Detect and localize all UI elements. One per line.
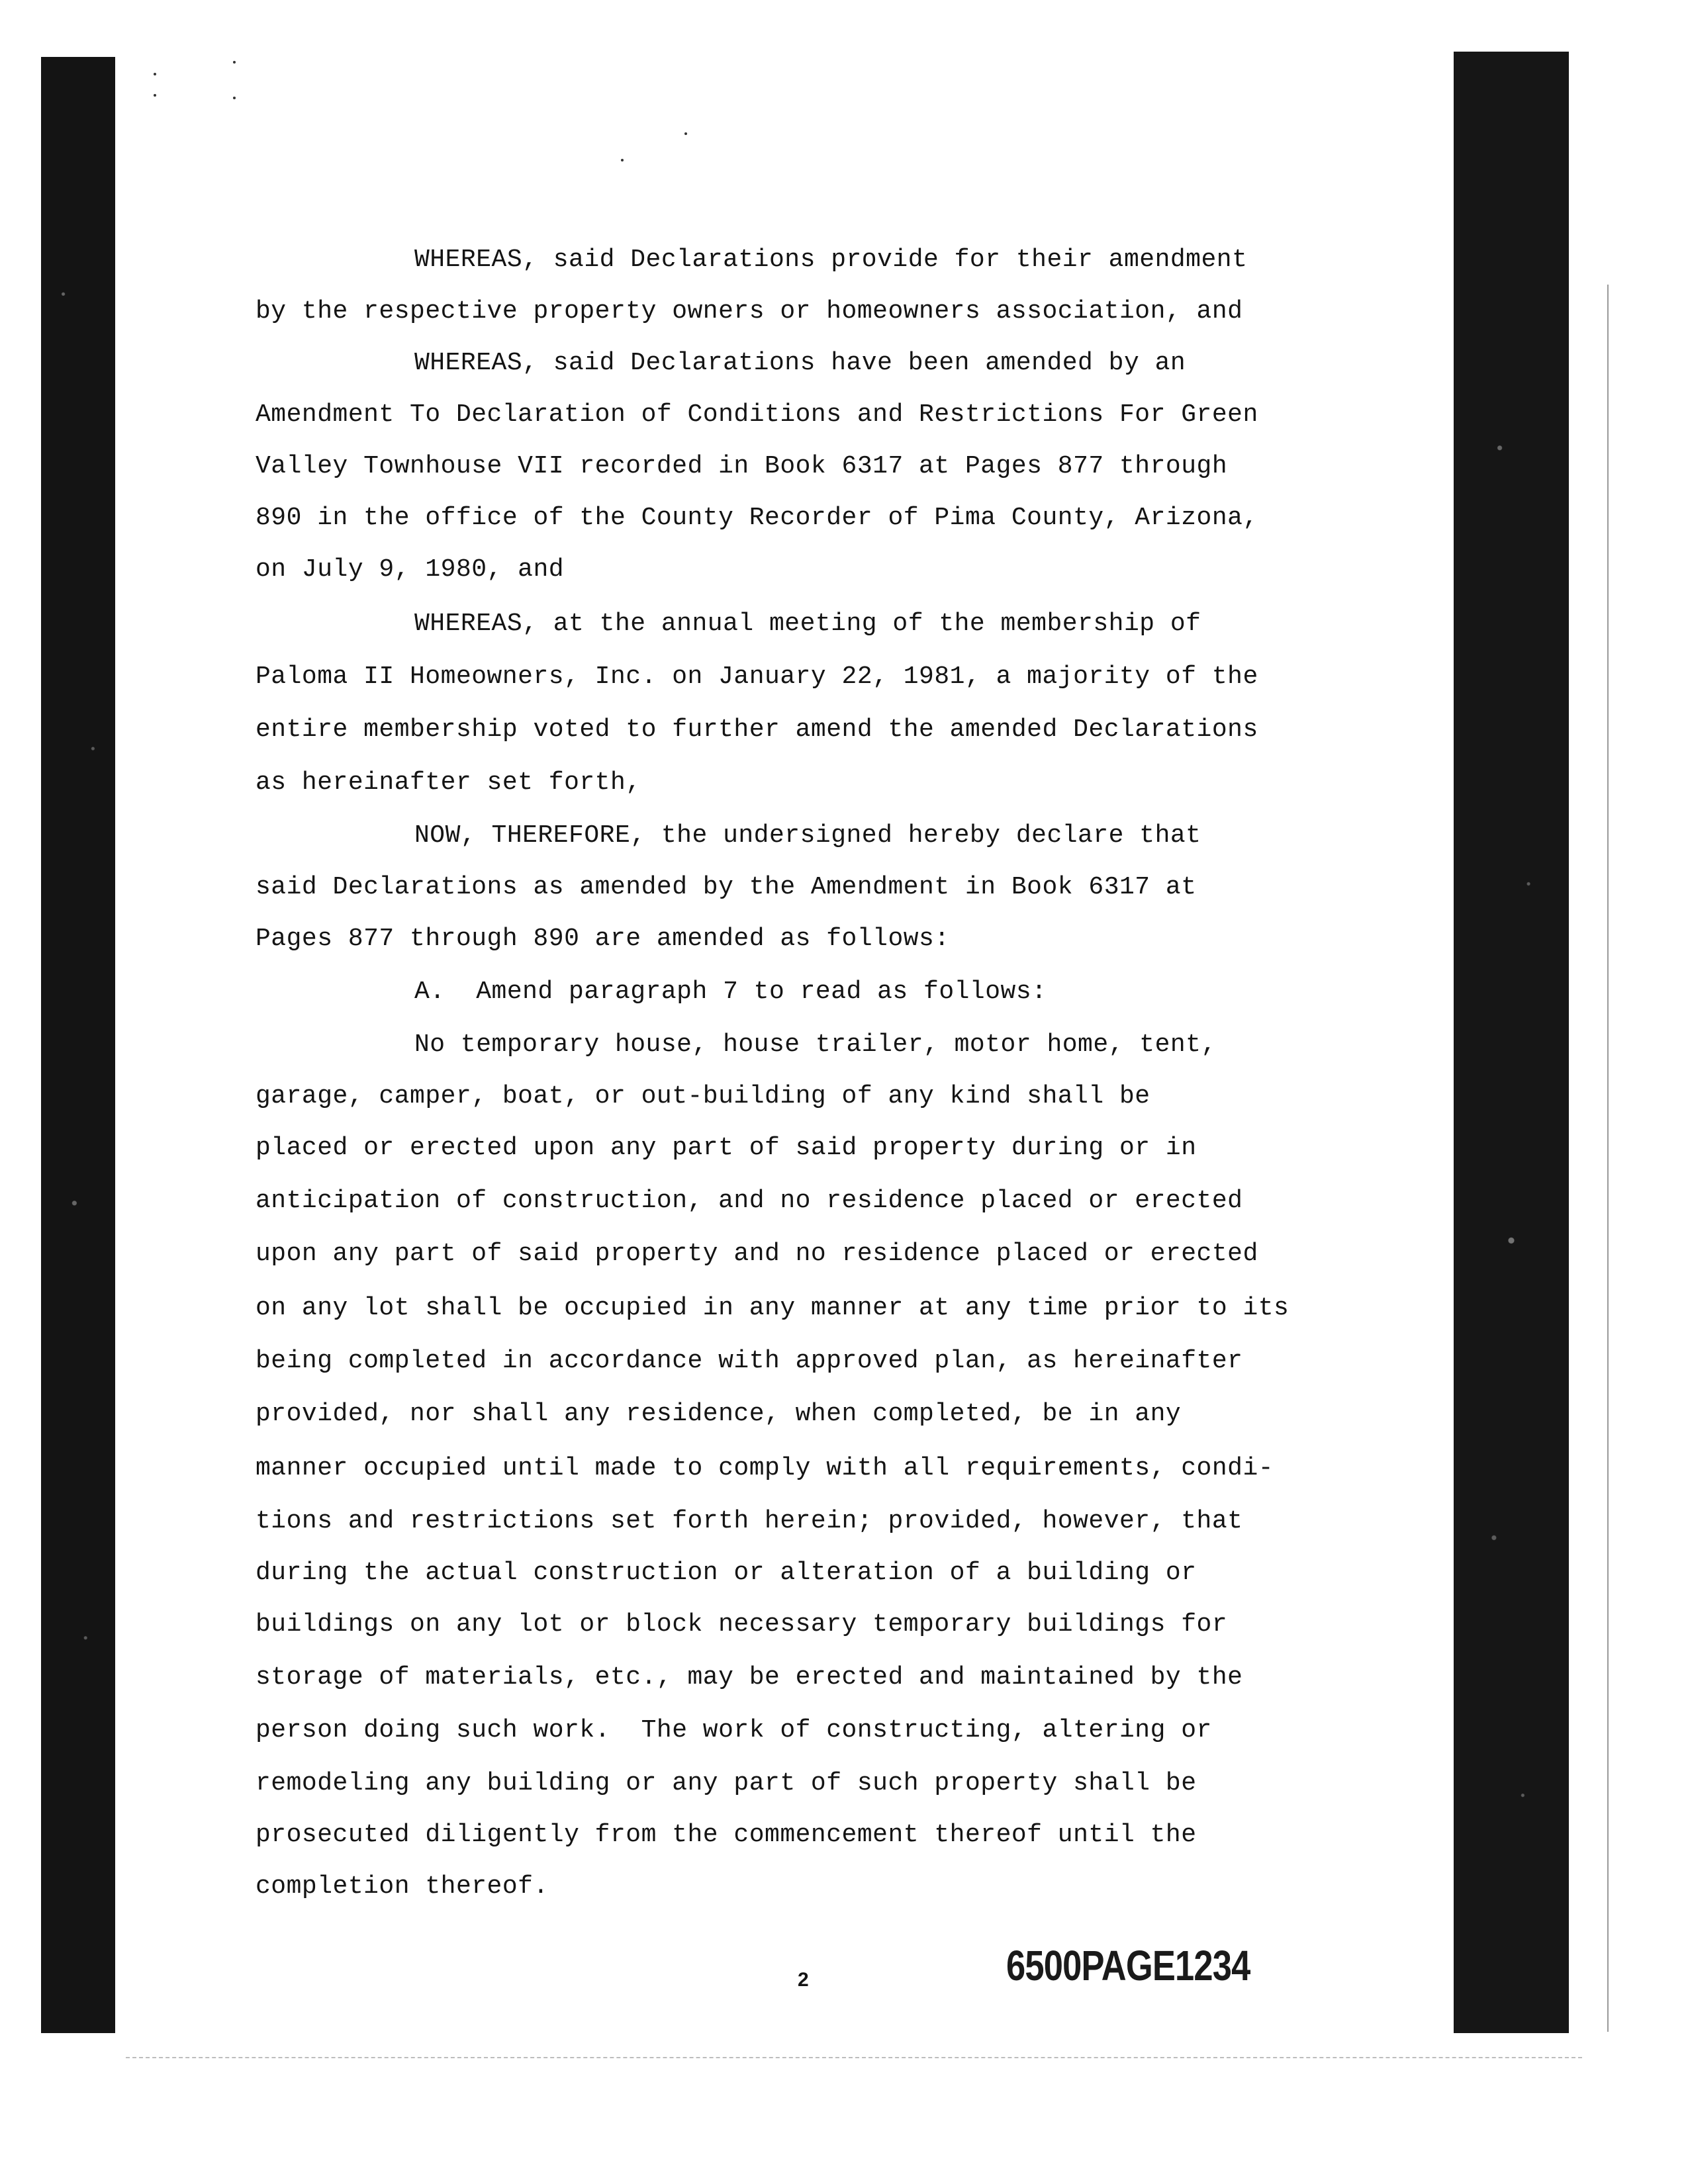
text-line: on any lot shall be occupied in any manner at any time prior to its xyxy=(256,1294,1289,1322)
text-line: storage of materials, etc., may be erected and maintained by the xyxy=(256,1663,1243,1692)
text-line: Valley Townhouse VII recorded in Book 6317 at Pages 877 through xyxy=(256,452,1228,480)
text-line: No temporary house, house trailer, motor home, tent, xyxy=(414,1030,1217,1059)
text-line: remodeling any building or any part of such property shall be xyxy=(256,1769,1197,1797)
text-line: Pages 877 through 890 are amended as follows: xyxy=(256,925,950,953)
text-line: garage, camper, boat, or out-building of any kind shall be xyxy=(256,1082,1150,1111)
text-line: WHEREAS, said Declarations provide for their amendment xyxy=(414,246,1248,274)
text-line: entire membership voted to further amend the amended Declarations xyxy=(256,715,1258,744)
page-number: 2 xyxy=(798,1969,809,1991)
text-line: WHEREAS, said Declarations have been amended by an xyxy=(414,349,1186,377)
text-line: on July 9, 1980, and xyxy=(256,555,565,584)
text-line: Paloma II Homeowners, Inc. on January 22, 1981, a majority of the xyxy=(256,662,1258,691)
text-line: WHEREAS, at the annual meeting of the membership of xyxy=(414,610,1201,638)
text-line: provided, nor shall any residence, when completed, be in any xyxy=(256,1400,1182,1428)
text-line: upon any part of said property and no residence placed or erected xyxy=(256,1240,1258,1268)
text-line: during the actual construction or alteration of a building or xyxy=(256,1559,1197,1587)
text-line: buildings on any lot or block necessary temporary buildings for xyxy=(256,1610,1228,1639)
text-line: NOW, THEREFORE, the undersigned hereby declare that xyxy=(414,821,1201,850)
text-line: said Declarations as amended by the Amendment in Book 6317 at xyxy=(256,873,1197,901)
text-line: A. Amend paragraph 7 to read as follows: xyxy=(414,978,1047,1006)
text-line: Amendment To Declaration of Conditions and Restrictions For Green xyxy=(256,400,1258,429)
recorder-book-page-stamp: 6500PAGE1234 xyxy=(1006,1942,1250,1989)
text-line: prosecuted diligently from the commencement thereof until the xyxy=(256,1821,1197,1849)
text-line: completion thereof. xyxy=(256,1872,549,1901)
text-line: placed or erected upon any part of said property during or in xyxy=(256,1134,1197,1162)
text-line: tions and restrictions set forth herein; provided, however, that xyxy=(256,1507,1243,1535)
text-line: person doing such work. The work of constructing, altering or xyxy=(256,1716,1212,1745)
text-line: 890 in the office of the County Recorder of Pima County, Arizona, xyxy=(256,504,1258,532)
text-line: anticipation of construction, and no residence placed or erected xyxy=(256,1187,1243,1215)
text-line: being completed in accordance with approved plan, as hereinafter xyxy=(256,1347,1243,1375)
text-line: manner occupied until made to comply with all requirements, condi- xyxy=(256,1454,1274,1482)
text-line: by the respective property owners or homeowners association, and xyxy=(256,297,1243,326)
text-line: as hereinafter set forth, xyxy=(256,768,641,797)
